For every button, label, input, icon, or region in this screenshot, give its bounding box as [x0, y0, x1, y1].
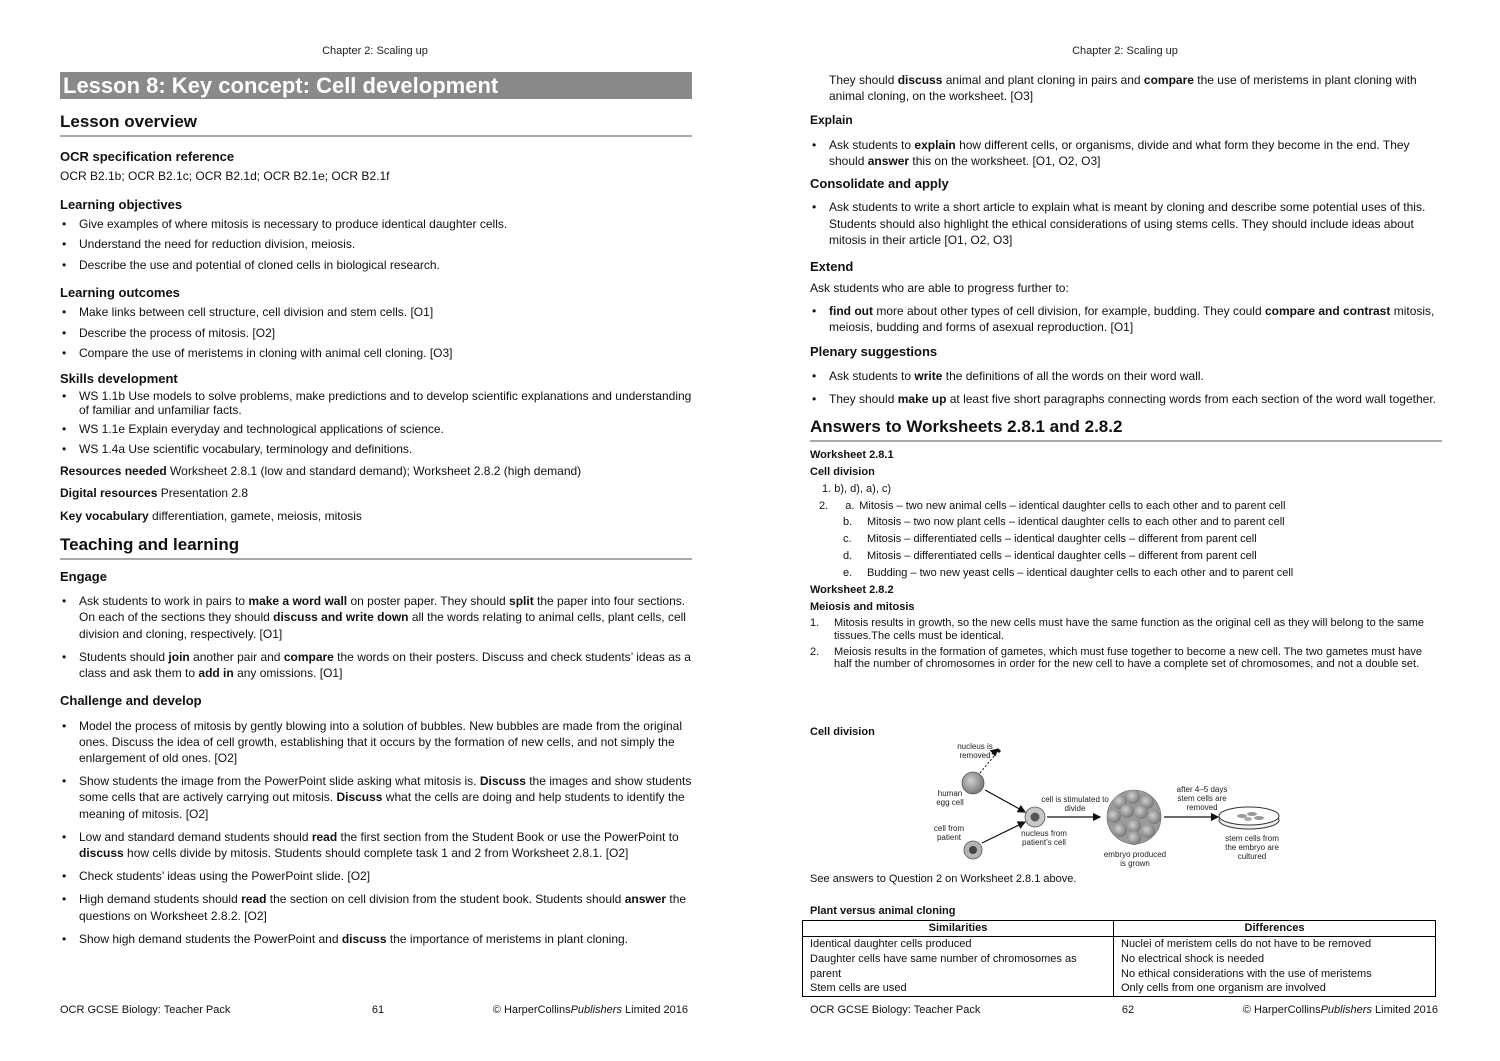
list-item: • Show students the image from the PowerPoint slide asking what mitosis is. Discuss the images and show students some cells that are actively carrying out mitosis. Discuss what the cells are doing and help students to identify the meaning of mitosis. [O2] [60, 773, 692, 822]
table-cell: Stem cells are used [803, 981, 1114, 996]
table-header: Differences [1114, 921, 1436, 937]
label-embryo: embryo produced is grown [1103, 850, 1167, 869]
teaching-heading: Teaching and learning [60, 534, 692, 560]
list-item: • Describe the process of mitosis. [O2] [60, 325, 692, 341]
table-cell: No electrical shock is needed No ethical considerations with the use of meristems [1114, 952, 1436, 982]
list-item: • Check students’ ideas using the PowerPoint slide. [O2] [60, 868, 692, 884]
lesson-overview-heading: Lesson overview [60, 111, 692, 137]
table-cell: Daughter cells have same number of chromosomes as parent [803, 952, 1114, 982]
table-heading: Plant versus animal cloning [810, 905, 956, 917]
right-page [750, 0, 1500, 1061]
label-cell-from-patient: cell from patient [933, 824, 965, 843]
extend-list [810, 303, 1442, 335]
table-row [803, 952, 1436, 982]
list-item: • Ask students to work in pairs to make a word wall on poster paper. They should split the paper into four sections. On each of the sections they should discuss and write down all the words relating to animal cells, plant cells, cell division and cloning, respectively. [O1] [60, 593, 692, 642]
label-cultured: stem cells from the embryo are cultured [1225, 834, 1279, 862]
page-number: 61 [371, 1004, 385, 1016]
plenary-heading: Plenary suggestions [810, 344, 938, 360]
footer-title: OCR GCSE Biology: Teacher Pack [60, 1004, 231, 1016]
list-item: • They should make up at least five short paragraphs connecting words from each section of the word wall together. [810, 391, 1442, 407]
explain-heading: Explain [810, 113, 853, 128]
resources-text: Worksheet 2.8.1 (low and standard demand); Worksheet 2.8.2 (high demand) [166, 464, 582, 479]
list-item: • Compare the use of meristems in cloning with animal cell cloning. [O3] [60, 345, 692, 361]
challenge-list [60, 718, 692, 947]
ws1-q1: 1. b), d), a), c) [822, 482, 892, 495]
list-item: • Ask students to write the definitions of all the words on their word wall. [810, 368, 1442, 384]
ws1-sub: Cell division [810, 465, 875, 478]
label-after-days: after 4–5 days stem cells are removed [1176, 785, 1228, 813]
plenary-list [810, 368, 1442, 407]
extend-intro: Ask students who are able to progress further to: [810, 280, 1069, 295]
outcomes-list [60, 304, 692, 361]
ws1-q2-item: d. Mitosis – differentiated cells – identical daughter cells – different from parent cell [843, 550, 1257, 563]
list-item: • Model the process of mitosis by gently blowing into a solution of bubbles. New bubbles are made from the original ones. Discuss the idea of cell growth, establishing that it occurs by the formation of new cells, and not simply the enlargement of old ones. [O2] [60, 718, 692, 767]
list-item: • WS 1.1b Use models to solve problems, make predictions and to develop scientific explanations and understanding of familiar and unfamiliar facts. [60, 390, 692, 416]
digital-line [60, 485, 692, 501]
ws2-answer: 2. Meiosis results in the formation of gametes, which must fuse together to become a new cell. The two gametes must have half the number of chromosomes in order for the new cell to have a complete set of chromosomes, and not a double set. [810, 645, 1422, 671]
ws2-sub: Meiosis and mitosis [810, 600, 915, 613]
vocab-text: differentiation, gamete, meiosis, mitosis [148, 508, 362, 523]
engage-heading: Engage [60, 568, 107, 584]
extend-heading: Extend [810, 259, 854, 275]
digital-label: Digital resources [60, 486, 158, 501]
worksheet-answers [810, 448, 1442, 671]
digital-text: Presentation 2.8 [157, 486, 249, 501]
footer-title: OCR GCSE Biology: Teacher Pack [810, 1004, 981, 1016]
ws1-q2-item: b. Mitosis – two now plant cells – identical daughter cells to each other and to parent cell [843, 516, 1285, 529]
running-head: Chapter 2: Scaling up [1072, 45, 1178, 57]
list-item: • Describe the use and potential of cloned cells in biological research. [60, 257, 692, 273]
table-header: Similarities [803, 921, 1114, 937]
vocab-line [60, 508, 692, 524]
list-item: • High demand students should read the section on cell division from the student book. Students should answer the questions on Worksheet 2.8.2. [O2] [60, 891, 692, 923]
diagram-heading: Cell division [810, 726, 875, 738]
table-cell: Nuclei of meristem cells do not have to be removed [1114, 936, 1436, 951]
label-human-egg: human egg cell [936, 789, 964, 808]
list-item: • Understand the need for reduction division, meiosis. [60, 236, 692, 252]
list-item: • Give examples of where mitosis is necessary to produce identical daughter cells. [60, 216, 692, 232]
running-head: Chapter 2: Scaling up [322, 45, 428, 57]
ws1-q2-item: e. Budding – two new yeast cells – identical daughter cells to each other and to parent cell [843, 566, 1294, 579]
table-row [803, 981, 1436, 996]
footer-copyright: © HarperCollinsPublishers Limited 2016 [1242, 1004, 1438, 1016]
page-number: 62 [1121, 1004, 1135, 1016]
outcomes-heading: Learning outcomes [60, 284, 180, 300]
label-nucleus-from-patient: nucleus from patient’s cell [1021, 829, 1067, 848]
resources-label: Resources needed [60, 464, 167, 479]
right-column [810, 72, 1442, 671]
skills-list [60, 390, 692, 457]
left-column [60, 72, 692, 947]
ws2-answer: 1. Mitosis results in growth, so the new cells must have the same function as the original cell as they will belong to the same tissues.The cells must be identical. [810, 617, 1425, 643]
ws1-q2: 2. a. Mitosis – two new animal cells – identical daughter cells to each other and to parent cell [819, 499, 1286, 512]
footer-copyright: © HarperCollinsPublishers Limited 2016 [492, 1004, 688, 1016]
list-item: • Show high demand students the PowerPoint and discuss the importance of meristems in plant cloning. [60, 931, 692, 947]
explain-list [810, 137, 1442, 169]
cell-division-diagram [930, 740, 1330, 872]
list-item: • WS 1.1e Explain everyday and technological applications of science. [60, 421, 692, 437]
consolidate-heading: Consolidate and apply [810, 175, 949, 191]
answers-heading: Answers to Worksheets 2.8.1 and 2.8.2 [810, 416, 1442, 442]
skills-heading: Skills development [60, 370, 178, 386]
resources-line [60, 463, 692, 479]
list-item: • Ask students to explain how different cells, or organisms, divide and what form they become in the end. They should answer this on the worksheet. [O1, O2, O3] [810, 137, 1442, 169]
cloning-comparison-table [802, 920, 1436, 997]
engage-list [60, 593, 692, 681]
objectives-list [60, 216, 692, 273]
label-nucleus-removed: nucleus is removed [957, 742, 993, 761]
table-cell: Identical daughter cells produced [803, 936, 1114, 951]
vocab-label: Key vocabulary [60, 508, 149, 523]
list-item: • Low and standard demand students should read the first section from the Student Book or use the PowerPoint to discuss how cells divide by mitosis. Students should complete task 1 and 2 from Worksheet 2.8.1. [O2] [60, 829, 692, 861]
table-row [803, 936, 1436, 951]
ws1-q2-item: c. Mitosis – differentiated cells – identical daughter cells – different from parent cell [843, 533, 1257, 546]
list-item: • Students should join another pair and compare the words on their posters. Discuss and check students’ ideas as a class and ask them to add in any omissions. [O1] [60, 649, 692, 681]
label-stimulated: cell is stimulated to divide [1041, 795, 1109, 814]
lesson-title: Lesson 8: Key concept: Cell development [60, 72, 692, 99]
continued-paragraph: They should discuss animal and plant cloning in pairs and compare the use of meristems in plant cloning with animal cloning, on the worksheet. [O3] [829, 73, 1417, 104]
list-item: • find out more about other types of cell division, for example, budding. They could compare and contrast mitosis, meiosis, budding and forms of asexual reproduction. [O1] [810, 303, 1442, 335]
embryo-cluster [1107, 790, 1161, 845]
ws2-heading: Worksheet 2.8.2 [810, 583, 894, 596]
list-item: • WS 1.4a Use scientific vocabulary, terminology and definitions. [60, 441, 692, 457]
see-answers-note: See answers to Question 2 on Worksheet 2.8.1 above. [810, 873, 1077, 885]
ws1-heading: Worksheet 2.8.1 [810, 449, 894, 462]
spec-heading: OCR specification reference [60, 148, 235, 164]
consolidate-list [810, 199, 1442, 248]
table-cell: Only cells from one organism are involved [1114, 981, 1436, 996]
challenge-heading: Challenge and develop [60, 693, 202, 709]
spec-text: OCR B2.1b; OCR B2.1c; OCR B2.1d; OCR B2.1e; OCR B2.1f [60, 169, 390, 184]
objectives-heading: Learning objectives [60, 196, 183, 212]
list-item: • Make links between cell structure, cell division and stem cells. [O1] [60, 304, 692, 320]
list-item: • Ask students to write a short article to explain what is meant by cloning and describe some potential uses of this. Students should also highlight the ethical considerations of using stems cells. They should include ideas about mitosis in their article [O1, O2, O3] [810, 199, 1442, 248]
